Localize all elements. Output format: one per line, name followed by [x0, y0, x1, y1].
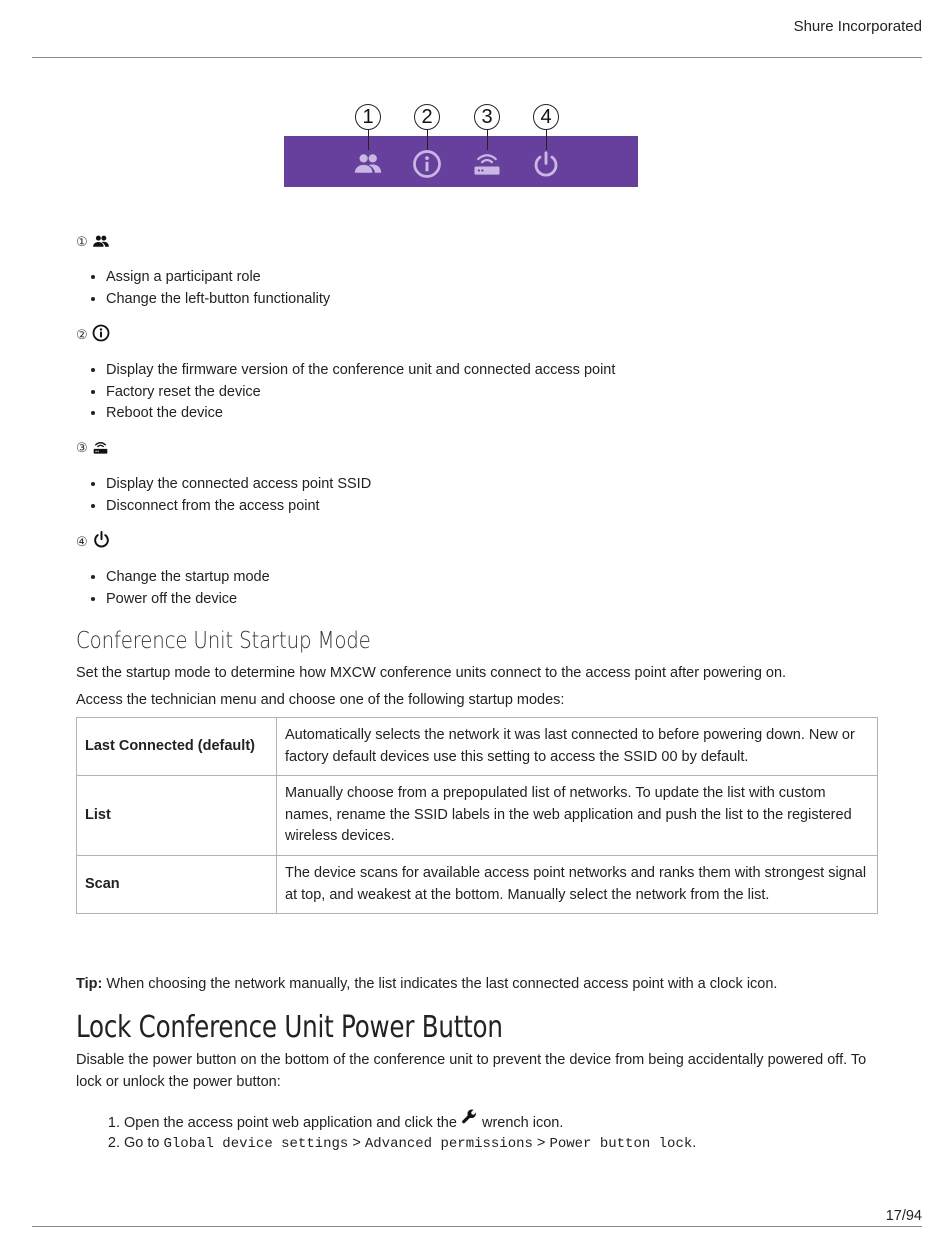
list-item: • Change the left-button functionality — [106, 289, 330, 311]
list-item: • Factory reset the device — [106, 382, 615, 404]
list-item: • Power off the device — [106, 589, 270, 611]
list-item: • Assign a participant role — [106, 267, 330, 289]
participants-icon — [353, 149, 383, 179]
callout-4: 4 — [533, 104, 559, 130]
menu-item-2-heading — [76, 324, 110, 342]
menu-path-power-button-lock: Power button lock — [549, 1136, 693, 1152]
page-number: 17/94 — [885, 1208, 922, 1224]
list-item: • Change the startup mode — [106, 567, 270, 589]
table-cell-description: Automatically selects the network it was last connected to before powering down. New or factory default devices use this setting to access the SSID 00 by default. — [277, 718, 878, 776]
list-item: • Display the firmware version of the conference unit and connected access point — [106, 360, 615, 382]
list-item: 2. Go to Global device settings > Advanced permissions > Power button lock. — [124, 1133, 696, 1154]
callout-1: 1 — [355, 104, 381, 130]
menu-item-2-list — [76, 360, 615, 425]
power-icon — [92, 530, 111, 549]
table-cell-mode: Last Connected (default) — [77, 718, 277, 776]
menu-item-4-list — [76, 567, 270, 610]
access-point-icon — [92, 440, 109, 455]
device-menu-figure — [284, 104, 638, 188]
tip-label: Tip: — [76, 976, 103, 992]
info-icon — [412, 149, 442, 179]
list-item: • Display the connected access point SSID — [106, 474, 371, 496]
device-menu-bar — [284, 136, 638, 187]
tip-text: When choosing the network manually, the list indicates the last connected access point with a clock icon. — [102, 976, 778, 992]
participants-icon — [92, 234, 110, 249]
startup-mode-heading: Conference Unit Startup Mode — [76, 628, 371, 654]
lock-section-intro: Disable the power button on the bottom of the conference unit to prevent the device from being accidentally powered off. To lock or unlock the power button: — [76, 1052, 867, 1090]
lock-power-button-heading: Lock Conference Unit Power Button — [76, 1010, 503, 1045]
menu-item-number: ③ — [76, 440, 88, 455]
table-row — [77, 856, 878, 914]
table-row — [77, 776, 878, 856]
menu-item-number: ① — [76, 234, 88, 249]
menu-item-1-list — [76, 267, 330, 310]
startup-mode-intro: Set the startup mode to determine how MXCW conference units connect to the access point after powering on. — [76, 665, 787, 681]
menu-item-number: ④ — [76, 534, 88, 549]
power-icon — [531, 149, 561, 179]
menu-item-3-list — [76, 474, 371, 517]
callout-2: 2 — [414, 104, 440, 130]
footer-divider — [32, 1226, 922, 1227]
table-cell-mode: List — [77, 776, 277, 856]
list-item: • Disconnect from the access point — [106, 496, 371, 518]
startup-mode-lead: Access the technician menu and choose one of the following startup modes: — [76, 692, 565, 708]
menu-item-4-heading — [76, 530, 111, 549]
header-divider — [32, 57, 922, 58]
table-cell-description: The device scans for available access point networks and ranks them with strongest signal at top, and weakest at the bottom. Manually select the network from the list. — [277, 856, 878, 914]
menu-item-3-heading — [76, 440, 109, 455]
access-point-icon — [472, 149, 502, 179]
lock-steps-list — [76, 1108, 696, 1154]
list-item: 1. Open the access point web application and click the wrench icon. — [124, 1108, 696, 1133]
menu-path-advanced-permissions: Advanced permissions — [364, 1136, 533, 1152]
menu-item-1-heading — [76, 234, 110, 249]
table-row — [77, 718, 878, 776]
startup-modes-table — [76, 717, 878, 914]
menu-path-global-device-settings: Global device settings — [163, 1136, 349, 1152]
tip-paragraph — [76, 974, 876, 996]
table-cell-description: Manually choose from a prepopulated list of networks. To update the list with custom names, rename the SSID labels in the web application and push the list to the registered wireless devices. — [277, 776, 878, 856]
wrench-icon — [461, 1108, 478, 1125]
table-cell-mode: Scan — [77, 856, 277, 914]
info-icon — [92, 324, 110, 342]
list-item: • Reboot the device — [106, 403, 615, 425]
callout-3: 3 — [474, 104, 500, 130]
header-company-name: Shure Incorporated — [793, 18, 922, 35]
menu-item-number: ② — [76, 327, 88, 342]
